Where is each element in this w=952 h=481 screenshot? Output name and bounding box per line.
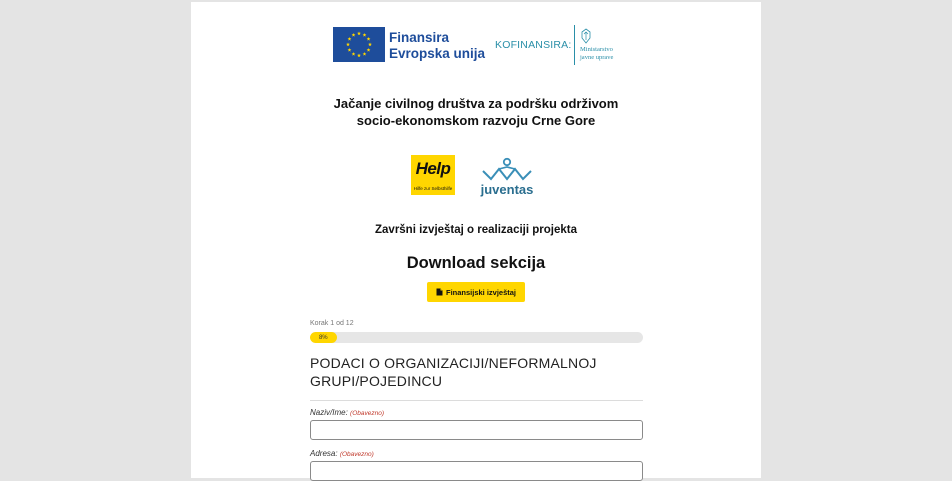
project-title-line2: socio-ekonomskom razvoju Crne Gore xyxy=(356,113,596,128)
eu-star xyxy=(368,43,372,47)
ministry-divider xyxy=(574,25,575,65)
progress-percent-label: 8% xyxy=(318,334,328,341)
juventas-logo-word: juventas xyxy=(480,182,534,197)
address-field-label xyxy=(310,449,374,458)
eu-star xyxy=(346,43,350,47)
download-section-heading: Download sekcija xyxy=(406,254,546,272)
eu-star xyxy=(363,52,367,56)
help-logo xyxy=(411,155,455,195)
ministry-emblem-icon xyxy=(579,28,593,44)
eu-funding-line2: Evropska unija xyxy=(389,46,486,61)
address-field-required-note: (Obavezno) xyxy=(339,451,374,458)
eu-star xyxy=(352,33,356,37)
project-title-line1: Jačanje civilnog društva za podršku održivom xyxy=(333,96,619,111)
help-logo-word: Help xyxy=(415,159,451,178)
project-title xyxy=(191,95,761,129)
eu-star xyxy=(348,37,352,41)
eu-star xyxy=(367,48,371,52)
name-field-label xyxy=(310,408,384,417)
page-content-edge xyxy=(757,305,761,478)
eu-star xyxy=(357,32,361,36)
eu-funding-line1: Finansira xyxy=(389,30,450,45)
eu-star xyxy=(357,54,361,58)
progress-bar xyxy=(310,332,643,343)
document-icon xyxy=(436,288,443,296)
download-button-label: Finansijski izvještaj xyxy=(445,287,517,297)
eu-star xyxy=(348,48,352,52)
progress-bar-fill xyxy=(310,332,337,343)
eu-star xyxy=(367,37,371,41)
step-indicator: Korak 1 od 12 xyxy=(310,320,354,327)
juventas-logo-icon xyxy=(479,157,535,183)
page-content xyxy=(191,2,761,478)
section-divider xyxy=(310,400,643,401)
ministry-name-line1: Ministarstvo xyxy=(580,46,613,53)
ministry-name xyxy=(580,46,613,62)
cofinancing-label: KOFINANSIRA: xyxy=(495,39,572,51)
help-logo-tagline: Hilfe zur Selbsthilfe xyxy=(413,186,453,191)
financial-report-download-button[interactable] xyxy=(427,282,525,302)
ministry-name-line2: javne uprave xyxy=(580,54,614,61)
eu-star xyxy=(363,33,367,37)
address-field-label-text: Adresa: xyxy=(310,449,338,458)
address-input[interactable] xyxy=(310,461,643,481)
name-field-required-note: (Obavezno) xyxy=(350,410,384,417)
eu-funding-text xyxy=(389,30,485,62)
section-title: PODACI O ORGANIZACIJI/NEFORMALNOJ GRUPI/POJEDINCU xyxy=(310,355,597,389)
name-field-label-text: Naziv/Ime: xyxy=(310,408,348,417)
eu-flag-icon xyxy=(333,27,385,62)
eu-star xyxy=(352,52,356,56)
name-input[interactable] xyxy=(310,420,643,440)
report-title: Završni izvještaj o realizaciji projekta xyxy=(375,224,577,236)
